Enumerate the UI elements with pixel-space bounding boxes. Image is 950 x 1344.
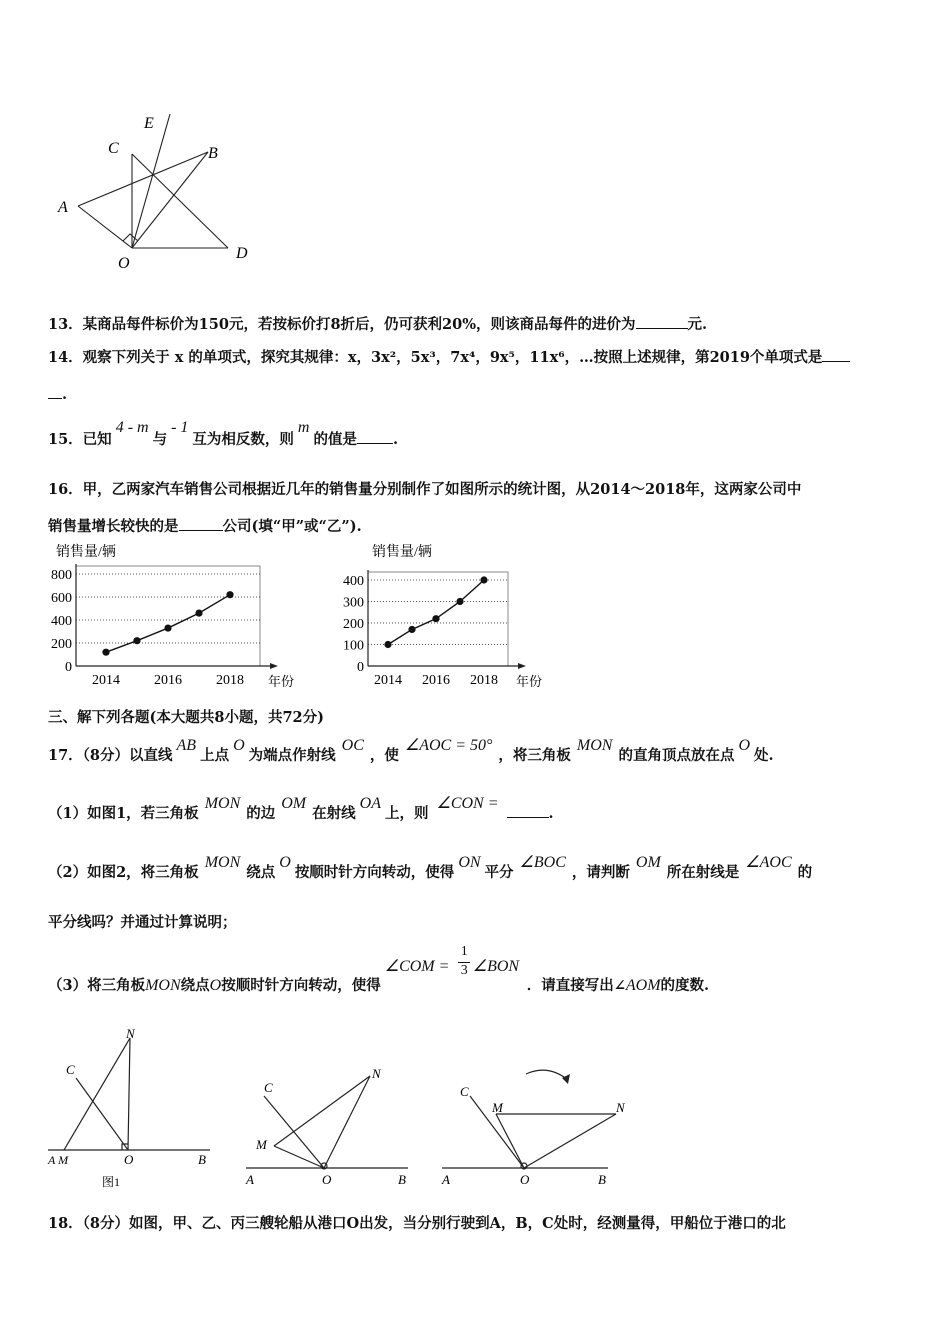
chart-jia — [40, 540, 310, 690]
question-16-line1 — [48, 478, 801, 499]
label-o: O — [118, 255, 130, 272]
q17-p3-eq-left: ∠COM = — [384, 958, 450, 975]
data-point — [226, 591, 233, 598]
q17-p3-denominator: 3 — [460, 963, 468, 978]
q17-p1-d: 上，则 — [384, 805, 429, 822]
q17-p3-aom: AOM — [625, 977, 661, 994]
label-e: E — [144, 115, 154, 132]
fig1-label-n: N — [126, 1026, 135, 1041]
q17-p2-c: 按顺时针方向转动，使得 — [294, 864, 455, 881]
fig3-label-o: O — [520, 1172, 530, 1187]
q15-expr-2: - 1 — [171, 419, 189, 436]
y-tick-label: 200 — [51, 637, 72, 652]
x-tick-label: 2018 — [470, 673, 498, 688]
q17-intro-e: ，将三角板 — [498, 747, 571, 764]
data-point — [432, 615, 439, 622]
data-point — [164, 624, 171, 631]
fig2-label-n: N — [372, 1066, 381, 1081]
y-tick-label: 300 — [343, 595, 364, 611]
q17-p3-mon: MON — [145, 977, 181, 994]
rotation-arrow — [526, 1070, 568, 1080]
q17-intro-b: 上点 — [200, 747, 230, 764]
q17-p2-d: 平分 — [484, 864, 514, 881]
q17-p2-mon: MON — [204, 854, 241, 871]
q17-p2-f: 所在射线是 — [666, 864, 740, 881]
fig2-label-b: B — [398, 1172, 406, 1187]
question-18: 18．（8分）如图，甲、乙、丙三艘轮船从港口O出发，当分别行驶到A，B，C处时，经测量得，甲船位于港口的北 — [48, 1215, 786, 1232]
q17-p1-c: 在射线 — [312, 805, 356, 822]
q15-end: . — [392, 431, 399, 448]
q17-intro-f: 的直角顶点放在点 — [618, 747, 735, 764]
q17-p1-oa: OA — [359, 795, 381, 812]
q17-p3-a: （3）将三角板 — [48, 977, 146, 994]
question-17-part3 — [48, 944, 710, 995]
question-13-text: 13．某商品每件标价为150元，若按标价打8折后，仍可获利20%，则该商品每件的进价为 — [48, 316, 636, 333]
x-tick-label: 2016 — [422, 673, 450, 688]
segment-mo — [274, 1146, 324, 1168]
q17-p2-om: OM — [635, 854, 661, 871]
segment-ao — [78, 206, 132, 248]
q17-p2-a: （2）如图2，将三角板 — [48, 864, 199, 881]
y-tick-label: 0 — [357, 660, 364, 675]
y-tick-label: 200 — [343, 617, 364, 632]
fig1-label-c: C — [66, 1062, 75, 1077]
q17-intro-g: 处. — [754, 747, 774, 764]
fig3-label-b: B — [598, 1172, 606, 1187]
question-13-tail: 元. — [687, 316, 708, 333]
question-16-pre: 销售量增长较快的是 — [48, 518, 179, 535]
q17-p3-equation — [381, 944, 527, 990]
y-axis-label: 销售量/辆 — [56, 545, 116, 560]
q17-p3-eq-right: ∠BON — [472, 958, 520, 975]
fig3-label-m: M — [492, 1100, 503, 1115]
question-14-end: . — [62, 386, 68, 403]
segment-nm — [274, 1076, 370, 1146]
data-point — [195, 610, 202, 617]
q17-intro-ab: AB — [176, 737, 197, 754]
y-tick-label: 800 — [51, 568, 72, 583]
q17-intro-angle: ∠AOC = 50° — [404, 737, 493, 754]
series-line — [106, 595, 230, 653]
fig1-label-am: A M — [48, 1153, 69, 1167]
fig1-label-o: O — [124, 1152, 134, 1167]
q17-intro-o2: O — [738, 737, 751, 754]
y-tick-label: 100 — [343, 638, 364, 654]
x-axis-arrow-icon — [270, 663, 278, 669]
x-tick-label: 2016 — [154, 673, 182, 688]
fig2-label-a: A — [246, 1172, 254, 1187]
fig2-label-o: O — [322, 1172, 332, 1187]
q17-p2-b: 绕点 — [246, 864, 276, 881]
y-tick-label: 400 — [343, 574, 364, 589]
x-axis-label: 年份 — [516, 674, 543, 689]
q17-p1-mon: MON — [204, 795, 241, 812]
question-16-post: 公司(填“甲”或“乙”). — [222, 518, 362, 535]
q17-p2-boc: ∠BOC — [519, 854, 566, 871]
fig3-label-n: N — [616, 1100, 625, 1115]
fig2-label-m: M — [256, 1137, 267, 1152]
fig3-label-c: C — [460, 1084, 469, 1099]
geometry-figure-top — [50, 108, 260, 278]
y-tick-label: 0 — [65, 660, 72, 675]
segment-on — [128, 1038, 130, 1150]
question-16-line2 — [48, 515, 362, 536]
label-b: B — [208, 145, 218, 162]
q17-p2-aoc: ∠AOC — [745, 854, 792, 871]
x-axis-arrow-icon — [518, 663, 526, 669]
q17-intro-o: O — [233, 737, 245, 754]
segment-ab — [78, 152, 208, 206]
answer-blank-14[interactable] — [822, 361, 850, 362]
q15-expr-1: 4 - m — [115, 419, 149, 436]
x-axis-label: 年份 — [268, 674, 295, 689]
segment-on — [324, 1076, 370, 1168]
q17-p3-o: O — [209, 977, 222, 994]
q17-intro-oc: OC — [341, 737, 364, 754]
rotation-arrow-head-icon — [562, 1074, 570, 1084]
q17-p1-b: 的边 — [246, 805, 276, 822]
segment-no — [524, 1114, 616, 1168]
q17-p3-numerator: 1 — [460, 944, 468, 959]
answer-blank-15[interactable] — [357, 443, 393, 444]
chart-yi — [330, 540, 560, 690]
label-a: A — [58, 199, 68, 216]
segment-om — [496, 1114, 524, 1168]
answer-blank-17-1[interactable] — [507, 817, 549, 818]
q17-p3-d: ．请直接写出∠ — [526, 977, 626, 994]
q17-p1-om: OM — [281, 795, 307, 812]
figure-17-2 — [242, 1066, 417, 1196]
fig1-label-b: B — [198, 1152, 206, 1167]
question-17-part2-line2: 平分线吗？并通过计算说明； — [48, 914, 237, 931]
question-14-line1 — [48, 346, 850, 367]
q15-mid-1: 与 — [152, 431, 168, 448]
answer-blank-13[interactable] — [636, 328, 688, 329]
question-17-intro — [48, 737, 774, 765]
question-14-line2 — [48, 386, 67, 403]
answer-blank-16[interactable] — [179, 530, 223, 531]
data-point — [456, 598, 463, 605]
q15-tail: 的值是 — [313, 431, 357, 448]
figure-17-3 — [438, 1060, 638, 1196]
question-13 — [48, 313, 707, 334]
q17-intro-a: 17．（8分）以直线 — [48, 747, 173, 764]
series-line — [388, 580, 484, 645]
q17-p3-c: 按顺时针方向转动，使得 — [221, 977, 381, 994]
y-tick-label: 600 — [51, 591, 72, 606]
q17-intro-c: 为端点作射线 — [248, 747, 336, 764]
q17-p1-e: . — [548, 805, 554, 822]
q17-p1-angle: ∠CON = — [436, 795, 499, 812]
question-15 — [48, 419, 399, 449]
data-point — [480, 576, 487, 583]
segment-cd — [132, 154, 228, 248]
label-d: D — [236, 245, 248, 262]
figure-17-1 — [44, 1026, 219, 1196]
q17-p2-o: O — [279, 854, 291, 871]
fig3-label-a: A — [442, 1172, 450, 1187]
q15-mid-2: 互为相反数，则 — [192, 431, 294, 448]
answer-blank-14-cont[interactable] — [48, 398, 62, 399]
data-point — [102, 649, 109, 656]
ray-oc — [76, 1078, 128, 1150]
q15-var-m: m — [297, 419, 310, 436]
q17-p3-b: 绕点 — [180, 977, 210, 994]
fig1-caption: 图1 — [102, 1175, 121, 1189]
data-point — [133, 637, 140, 644]
q17-intro-mon: MON — [576, 737, 613, 754]
data-point — [408, 626, 415, 633]
q15-pre: 15．已知 — [48, 431, 112, 448]
x-tick-label: 2014 — [374, 673, 402, 688]
section-3-heading: 三、解下列各题(本大题共8小题，共72分) — [48, 709, 324, 726]
question-17-part1 — [48, 795, 554, 823]
x-tick-label: 2018 — [216, 673, 244, 688]
y-tick-label: 400 — [51, 614, 72, 629]
y-axis-label: 销售量/辆 — [372, 545, 432, 560]
data-point — [384, 641, 391, 648]
question-17-part2 — [48, 854, 813, 882]
q17-p2-on: ON — [458, 854, 481, 871]
question-14-text: 14．观察下列关于 x 的单项式，探究其规律：x，3x²，5x³，7x⁴，9x⁵，11x⁶，…按照上述规律，第2019个单项式是 — [48, 349, 823, 366]
fig2-label-c: C — [264, 1080, 273, 1095]
q17-p2-e: ，请判断 — [571, 864, 630, 881]
q17-p2-g: 的 — [797, 864, 813, 881]
q17-p3-e: 的度数. — [660, 977, 710, 994]
x-tick-label: 2014 — [92, 673, 120, 688]
label-c: C — [108, 140, 119, 157]
segment-nm — [64, 1038, 130, 1150]
q17-p1-a: （1）如图1，若三角板 — [48, 805, 199, 822]
question-16-text: 16．甲，乙两家汽车销售公司根据近几年的销售量分别制作了如图所示的统计图，从2014～2018年，这两家公司中 — [48, 481, 802, 498]
segment-ob — [132, 152, 208, 248]
q17-intro-d: ，使 — [369, 747, 399, 764]
